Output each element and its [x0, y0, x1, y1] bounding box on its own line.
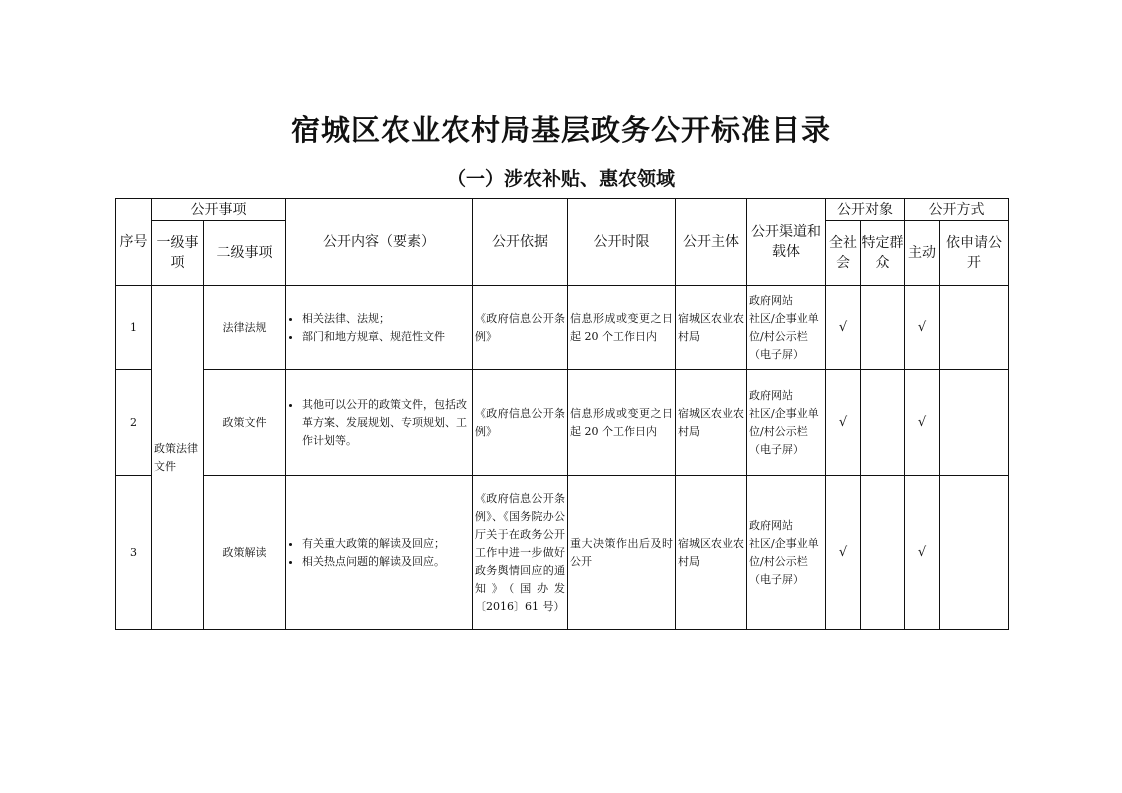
- basis-cell: 《政府信息公开条例》: [473, 286, 568, 370]
- header-on-request: 依申请公开: [940, 221, 1009, 286]
- time-limit-cell: 信息形成或变更之日起 20 个工作日内: [568, 370, 676, 476]
- table-row: [116, 286, 1009, 370]
- channel-cell: [747, 286, 826, 370]
- channel-line: 政府网站: [749, 518, 793, 532]
- active-check: √: [905, 286, 940, 370]
- header-specific-group: 特定群众: [861, 221, 905, 286]
- all-society-check: √: [826, 370, 861, 476]
- content-cell: [286, 286, 473, 370]
- basis-cell: 《政府信息公开条例》: [473, 370, 568, 476]
- header-public-item: 公开事项: [152, 199, 286, 221]
- content-bullet: • 有关重大政策的解读及回应；: [302, 535, 470, 553]
- specific-group-check: [861, 370, 905, 476]
- level1-item: 政策法律文件: [152, 286, 204, 630]
- subject-cell: 宿城区农业农村局: [676, 286, 747, 370]
- time-limit-cell: 重大决策作出后及时公开: [568, 476, 676, 630]
- header-time-limit: 公开时限: [568, 199, 676, 286]
- channel-line: 政府网站: [749, 293, 793, 307]
- catalog-table: [115, 198, 1009, 630]
- header-basis: 公开依据: [473, 199, 568, 286]
- header-all-society: 全社会: [826, 221, 861, 286]
- header-level2: 二级事项: [204, 221, 286, 286]
- section-subtitle: （一）涉农补贴、惠农领域: [446, 168, 675, 190]
- all-society-check: √: [826, 476, 861, 630]
- basis-cell: 《政府信息公开条例》、《国务院办公厅关于在政务公开工作中进一步做好政务舆情回应的通知》（国办发〔2016〕61 号）: [473, 476, 568, 630]
- row-seq: 2: [116, 370, 152, 476]
- content-cell: [286, 476, 473, 630]
- channel-cell: [747, 476, 826, 630]
- header-target: 公开对象: [826, 199, 905, 221]
- specific-group-check: [861, 476, 905, 630]
- content-bullet: • 其他可以公开的政策文件，包括改革方案、发展规划、专项规划、工作计划等。: [302, 396, 470, 450]
- table-row: [116, 476, 1009, 630]
- on-request-check: [940, 286, 1009, 370]
- channel-line: 社区/企事业单位/村公示栏（电子屏）: [749, 536, 819, 586]
- time-limit-cell: 信息形成或变更之日起 20 个工作日内: [568, 286, 676, 370]
- header-method: 公开方式: [905, 199, 1009, 221]
- channel-line: 政府网站: [749, 388, 793, 402]
- header-channel: 公开渠道和载体: [747, 199, 826, 286]
- header-content: 公开内容（要素）: [286, 199, 473, 286]
- active-check: √: [905, 370, 940, 476]
- channel-cell: [747, 370, 826, 476]
- subject-cell: 宿城区农业农村局: [676, 370, 747, 476]
- table-row: [116, 370, 1009, 476]
- header-active: 主动: [905, 221, 940, 286]
- header-level1: 一级事项: [152, 221, 204, 286]
- channel-line: 社区/企事业单位/村公示栏（电子屏）: [749, 406, 819, 456]
- subject-cell: 宿城区农业农村局: [676, 476, 747, 630]
- on-request-check: [940, 370, 1009, 476]
- channel-line: 社区/企事业单位/村公示栏（电子屏）: [749, 311, 819, 361]
- page-title: 宿城区农业农村局基层政务公开标准目录: [290, 113, 831, 147]
- level2-item: 政策解读: [204, 476, 286, 630]
- header-subject: 公开主体: [676, 199, 747, 286]
- content-bullet: • 相关法律、法规；: [302, 310, 470, 328]
- on-request-check: [940, 476, 1009, 630]
- level2-item: 法律法规: [204, 286, 286, 370]
- all-society-check: √: [826, 286, 861, 370]
- content-cell: [286, 370, 473, 476]
- header-seq: 序号: [116, 199, 152, 286]
- active-check: √: [905, 476, 940, 630]
- content-bullet: • 相关热点问题的解读及回应。: [302, 553, 470, 571]
- row-seq: 1: [116, 286, 152, 370]
- specific-group-check: [861, 286, 905, 370]
- level2-item: 政策文件: [204, 370, 286, 476]
- row-seq: 3: [116, 476, 152, 630]
- content-bullet: • 部门和地方规章、规范性文件: [302, 328, 470, 346]
